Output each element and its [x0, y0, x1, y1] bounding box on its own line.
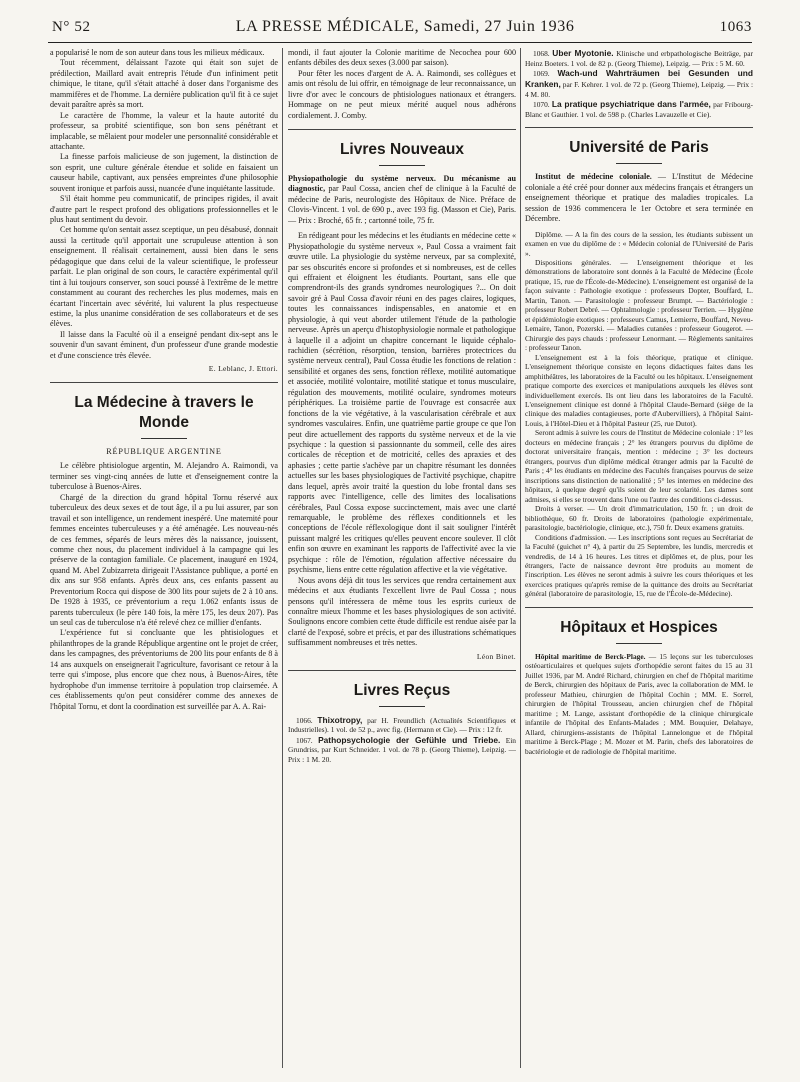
- section-livres-nouveaux: [288, 129, 516, 661]
- subheading: RÉPUBLIQUE ARGENTINE: [106, 446, 222, 456]
- paragraph: L'expérience fut si concluante que les phtisiologues et philanthropes de la grande République argentine ont le projet de créer, dans les campagnes, des préventoriums de 200 lits pour enfants de 8 à 14 ans auxquels on enseignerait l'agriculture, favorisant ce retour à la terre qui s'impose, plus encore que chez nous, à Buenos-Aires, tête hydrophobe d'un immense territoire à population trop clairsemée. A ces établissements qu'on peut considérer comme des annexes de l'hôpital Tornu, et dont la coordination est surveillée par A. A. Rai-: [50, 628, 278, 711]
- entry-reference: par Fribourg-Blanc et Gauthier. 1 vol. de 598 p. (Charles Lavauzelle et Cie).: [525, 100, 753, 119]
- title-rule: [379, 706, 425, 707]
- paragraph: Conditions d'admission. — Les inscriptions sont reçues au Secrétariat de la Faculté (guichet n° 4), à partir du 25 Septembre, les lundis, mercredis et vendredis, de 14 à 16 heures. Les titres et diplômes et, de plus, pour les étrangers, l'acte de naissance devront être produits au moment de l'inscription. Les élèves ne seront admis à suivre les cours théoriques et les exercices pratiques qu'après remise de la quittance des droits au Secrétariat général (laboratoire de parasitologie, 15, rue de l'École-de-Médecine).: [525, 532, 753, 599]
- entry-number: 1067.: [296, 735, 313, 745]
- signature: Léon Binet.: [476, 651, 516, 661]
- paragraph: Diplôme. — A la fin des cours de la session, les étudiants subissent un examen en vue du diplôme de : « Médecin colonial de l'Université de Paris ».: [525, 229, 753, 258]
- journal-title: LA PRESSE MÉDICALE, Samedi, 27 Juin 1936: [235, 18, 575, 35]
- hospital-text: — 15 leçons sur les tuberculoses ostéoarticulaires et quelques sujets d'orthopédie seront faites du 15 au 31 Juillet 1936, par M. André Richard, chirurgien en chef de l'hôpital maritime de Berck, chirurgien des hôpitaux de Paris, avec la collaboration de MM. le professeur Mathieu, chirurgien de l'hôpital Cochin ; MM. E. Sorrel, chirurgien de l'hôpital Trousseau, ancien chirurgien chef de l'hôpital maritime ; M. Lange, assistant d'orthopédie de la clinique chirurgicale infantile de l'hôpital des Enfants-Malades ; MM. Bouquier, Delahaye, Allard, chirurgiens-assistants de l'hôpital Lannelongue et de l'hôpital maritime à Berck-Plage ; M. Mozer et M. Parin, chefs des laboratoires de bactériologie et de radiologie de l'hôpital maritime.: [525, 651, 753, 756]
- entry-number: 1070.: [533, 100, 550, 110]
- paragraph: En rédigeant pour les médecins et les étudiants en médecine cette « Physiopathologie du système nerveux », Paul Cossa a vraiment fait œuvre utile. La physiologie du système nerveux, par sa complexité, par ses obscurités encore si profondes et si nombreuses, est de celles qui effraient et éloignent les étudiants. Pourtant, sans elle que comprendront-ils des grands syndromes neurologiques ?... On doit savoir gré à Paul Cossa d'avoir réuni en des pages claires, logiques, toutes les connaissances indispensables, en anatomie et en physiologie, à qui veut aborder utilement l'étude de la pathologie nerveuse. Après un aperçu d'histophysiologie normale et pathologique à laquelle il a adjoint un chapitre concernant le liquide céphalo-rachidien (sécrétion, résorption, tension, barrières protectrices du système nerveux central), Paul Cossa étudie les fonctions de relation : sensibilité et organes des sens, fonction réflexe, motilité automatique et associée, motilité volontaire, motilité statique et tonus musculaire, régulation des mouvements, motilité oculaire, syndromes moteurs périphériques. La troisième partie de l'ouvrage est consacrée aux fonctions de la vie végétative, à la vascularisation cérébrale et aux syndromes vasculaires. Enfin, une quatrième partie groupe ce que l'on peut dire actuellement des rapports du système nerveux et de la vie psychique : la question si passionnante du sommeil, celle des aires corticales de réception et de motricité, celles des apraxies et des aphasies ; cette partie s'achève par un chapitre résumant les données actuelles sur les bases physiologiques de l'activité psychique, chapitre dans lequel, après avoir traité la question du lobe frontal dans ses rapports avec l'intelligence, celle des limites des localisations cérébrales, Paul Cossa expose succinctement, mais avec une clarté remarquable, le problème des réflexes conditionnels et les conceptions de l'école réflexologique dont il sait souligner l'intérêt puissant malgré les critiques qu'elles peuvent encore soulever. Il clôt enfin son œuvre en examinant les rapports de l'affectivité avec la vie psychique : rôle de l'émotion, régulation affective nécessaire du psychisme, liens entre cette régulation affective et la vie végétative.: [288, 231, 516, 575]
- column-3: [525, 48, 753, 1073]
- column-divider-1: [282, 48, 283, 1068]
- institute-entry: [525, 172, 753, 224]
- title-rule: [379, 165, 425, 166]
- entry-title: Thixotropy,: [317, 714, 363, 725]
- section-medecine-monde: [50, 382, 278, 712]
- entry-reference: Klinische und erbpathologische Beiträge, par Heinz Boeters. 1 vol. de 82 p. (Georg Thieme), Leipzig. — Prix : 5 M. 60.: [525, 49, 753, 68]
- received-book: [525, 68, 753, 99]
- page-number: 1063: [719, 19, 752, 35]
- column-1: [50, 48, 278, 1073]
- paragraph: a popularisé le nom de son auteur dans tous les milieux médicaux.: [50, 48, 265, 57]
- section-title: Hôpitaux et Hospices: [560, 618, 718, 636]
- institute-title: Institut de médecine coloniale.: [535, 172, 652, 182]
- entry-title: Uber Myotonie.: [552, 48, 614, 58]
- entry-title: La pratique psychiatrique dans l'armée,: [551, 99, 711, 110]
- title-rule: [616, 643, 662, 644]
- book-entry: [288, 174, 516, 226]
- title-rule: [616, 163, 662, 164]
- institute-text: — L'Institut de Médecine coloniale a été créé pour donner aux médecins français et étrangers un enseignement théorique et pratique des maladies tropicales. La session de 1936 commencera le 1er Octobre et sera terminée en Décembre.: [525, 172, 753, 224]
- paragraph: Droits à verser. — Un droit d'immatriculation, 150 fr. ; un droit de bibliothèque, 60 fr. Droits de laboratoires (pathologie expérimentale, parasitologie, bactériologie, clinique, etc.), 750 fr. Deux examens gratuits.: [525, 504, 753, 533]
- title-rule: [141, 438, 187, 439]
- entry-title: Pathopsychologie der Gefühle und Triebe.: [318, 734, 501, 745]
- section-title: Livres Nouveaux: [339, 141, 465, 159]
- section-universite-paris: [525, 127, 753, 598]
- book-title: Physiopathologie du système nerveux. Du mécanisme au diagnostic,: [288, 174, 516, 194]
- paragraph: Le caractère de l'homme, la valeur et la haute autorité du professeur, sa probité scientifique, son bon sens pénétrant et implacable, se mêlaient pour modeler une personnalité considérable et attachante.: [50, 110, 278, 151]
- paragraph: L'enseignement est à la fois théorique, pratique et clinique. L'enseignement théorique consiste en leçons didactiques faites dans les amphithéâtres, les laboratoires de la Faculté ou les hôpitaux. L'enseignement pratique comporte des exercices et manipulations auxquels les élèves sont individuellement exercés. Ils ont lieu dans les laboratoires de la Faculté. L'enseignement clinique est donné à l'hôpital Claude-Bernard (siège de la clinique des maladies contagieuses, porte d'Aubervilliers), à l'hôpital Saint-Louis, à l'Hôtel-Dieu et à l'hôpital Pasteur (25, rue Dutot).: [525, 352, 753, 428]
- section-title: La Médecine à travers le Monde: [74, 393, 254, 431]
- section-title: Université de Paris: [569, 139, 709, 157]
- entry-number: 1066.: [296, 715, 313, 725]
- hospital-entry: [525, 652, 753, 756]
- page-header: [52, 18, 752, 40]
- paragraph: Il laisse dans la Faculté où il a enseigné pendant dix-sept ans le souvenir d'un savant éminent, d'un professeur d'une grande modestie et d'une conscience très élevée.: [50, 329, 278, 360]
- paragraph: Cet homme qu'on sentait assez sceptique, un peu désabusé, donnait aussi la certitude qu'il apportait une scrupuleuse attention à son enseignement. Il réalisait certainement, aussi bien dans le sens pédagogique que dans celui de la valeur scientifique, le professeur parfait. Le plan original de son cours, le caractère expérimental qu'il tint à lui toujours conserver, son souci poussé à l'extrême de le mettre constamment au courant des recherches les plus modernes, mais en écartant l'incertain avec sévérité, lui valurent la plus respectueuse estime, la plus unanime considération de ses collaborateurs et de ses élèves.: [50, 225, 278, 329]
- section-title: Livres Reçus: [353, 681, 451, 699]
- paragraph: Pour fêter les noces d'argent de A. A. Raimondi, ses collègues et amis ont résolu de lui offrir, en témoignage de leur reconnaissance, un livre d'or avec le concours de phtisiologues nationaux et étrangers. Hommage on ne peut mieux mérité auquel nous adhérons cordialement. J. Comby.: [288, 68, 516, 120]
- hospital-title: Hôpital maritime de Berck-Plage.: [535, 651, 646, 661]
- column-divider-2: [520, 48, 521, 1068]
- paragraph: S'il était homme peu communicatif, de principes rigides, il avait d'autre part le respect profond des obligations professionnelles et le plus haut sentiment du devoir.: [50, 194, 278, 224]
- issue-number: N° 52: [52, 19, 91, 35]
- paragraph: Dispositions générales. — L'enseignement théorique et les démonstrations de laboratoire sont donnés à la Faculté de Médecine (École pratique, 15, rue de l'École-de-Médecine). L'enseignement est organisé de la façon suivante : Pathologie exotique : professeurs Dopter, Bouffard, L. Martin, Tanon. — Parasitologie : professeur Brumpt. — Bactériologie : professeur Robert Debré. — Ophtalmologie : professeur Terrien. — Hygiène et épidémiologie exotiques : professeurs Camus, Lemierre, Bouffard, Neveu-Lemaire, Tanon, Pozerski. — Maladies cutanées : professeur Gougerot. — Chirurgie des pays chauds : professeur Lenormant. — Règlements sanitaires : professeur Tanon.: [525, 257, 753, 353]
- section-hopitaux-hospices: [525, 607, 753, 756]
- paragraph: Le célèbre phtisiologue argentin, M. Alejandro A. Raimondi, va terminer ses vingt-cinq années de lutte et d'enseignement contre la tuberculose à Buenos-Aires.: [50, 461, 278, 492]
- entry-title: Wach-und Wahrträumen bei Gesunden und Kranken,: [525, 68, 753, 89]
- column-2: [288, 48, 516, 1073]
- signature: E. Leblanc, J. Ettori.: [208, 364, 278, 374]
- paragraph: mondi, il faut ajouter la Colonie maritime de Necochea pour 600 enfants débiles des deux sexes (3.000 par saison).: [288, 48, 516, 68]
- entry-reference: par F. Kehrer. 1 vol. de 72 p. (Georg Thieme), Leipzig. — Prix : 4 M. 80.: [525, 79, 753, 99]
- entry-reference: par H. Freundlich (Actualités Scientifiques et Industrielles). 1 vol. de 52 p., avec fig. (Hermann et Cie). — Prix : 12 fr.: [288, 715, 516, 735]
- received-book: [288, 735, 516, 765]
- paragraph: La finesse parfois malicieuse de son jugement, la distinction de son esprit, une culture générale étendue et solide en faisaient un causeur habile, captivant, aux pensées empreintes d'une philosophie souvent ironique et parfois aussi, nuancée d'une inquiétante lassitude.: [50, 152, 278, 193]
- received-book: [525, 48, 753, 68]
- entry-number: 1068.: [533, 49, 550, 58]
- header-rule: [48, 42, 752, 43]
- entry-reference: Ein Grundriss, par Kurt Schneider. 1 vol. de 78 p. (Georg Thieme), Leipzig. — Prix : 1 M. 20.: [288, 735, 516, 764]
- entry-number: 1069.: [533, 69, 550, 79]
- paragraph: Chargé de la direction du grand hôpital Tornu réservé aux tuberculeux des deux sexes et de tout âge, il a pu lui assurer, par son travail et son intelligence, un rendement inespéré. Une maternité pour femmes enceintes tuberculeuses y a été aménagée. Les nouveau-nés de ces femmes, séparés de leurs mères dès la naissance, jouissent, comme chez nous, du placement individuel à la campagne qui les préserve de la contagion familiale. Ce placement, inauguré en 1924, quand M. Abel Zubizarreta dirigeait l'Assistance publique, a porté en dix ans sur 958 enfants. Après deux ans, ces enfants passent au Preventorium Rocca qui dispose de 300 lits pour sujets de 2 à 10 ans. De 1928 à 1935, ce préventorium a reçu 1.062 enfants issus de parents tuberculeux (le père 140 fois, la mère 175, les deux 207). Pas un seul cas de tuberculose n'a été relevé chez ce millier d'enfants.: [50, 492, 278, 628]
- paragraph: Seront admis à suivre les cours de l'Institut de Médecine coloniale : 1° les docteurs en médecine français ; 2° les étrangers pourvus du diplôme de doctorat universitaire français, mention : médecine ; 3° les docteurs étrangers, pourvus d'un diplôme médical étranger admis par la Faculté de Paris ; 4° les étudiants en médecine des Facultés françaises pourvus de seize inscriptions sans distinction de nationalité ; 5° les internes en médecine des hôpitaux, à quelque degré qu'ils soient de leur scolarité. Les dames sont admises, si elles se trouvent dans l'une ou l'autre des conditions ci-dessus.: [525, 428, 753, 504]
- paragraph: Tout récemment, délaissant l'azote qui était son sujet de prédilection, Maillard avait entrepris l'étude d'un infiniment petit chimique, le titane, qu'il s'était attaché à doser dans l'organisme des mammifères et de l'homme. La dernière publication qu'il fit à ce sujet devait paraître après sa mort.: [50, 58, 278, 110]
- received-book: [525, 99, 753, 119]
- paragraph: Nous avons déjà dit tous les services que rendra certainement aux médecins et aux étudiants l'excellent livre de Paul Cossa ; nous pensons qu'il intéressera de même tous les esprits curieux de connaître mieux l'homme et les bases physiologiques de son activité. Soulignons encore combien cette étude difficile est rendue aisée par la clarté de l'exposé, sobre et précis, et par des illustrations schématiques suffisamment nombreuses et très nettes.: [288, 575, 516, 648]
- book-reference: par Paul Cossa, ancien chef de clinique à la Faculté de médecine de Paris, neurologiste des Hôpitaux de Nice. Préface de Clovis-Vincent. 1 vol. de 690 p., avec 193 fig. (Masson et Cie), Paris. — Prix : Broché, 65 fr. ; cartonné toile, 75 fr.: [288, 184, 516, 225]
- received-book: [288, 715, 516, 735]
- section-livres-recus: [288, 670, 516, 765]
